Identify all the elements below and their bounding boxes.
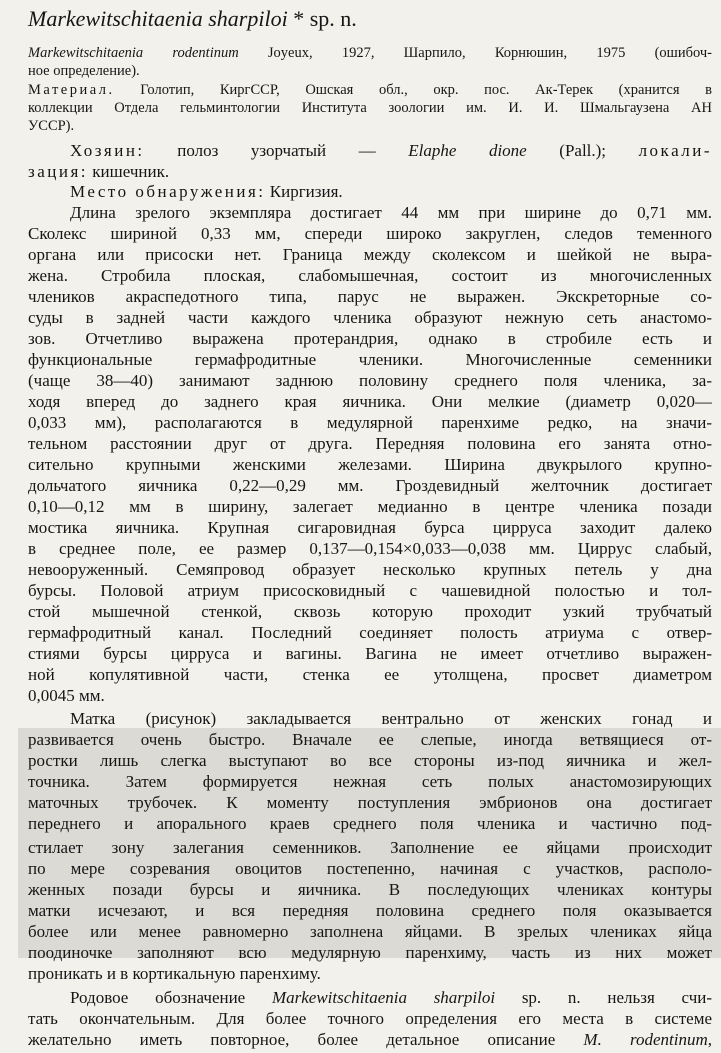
description-line: гермафродитный канал. Последний соединяет полость атриума с отвер- xyxy=(28,623,712,642)
uterus-line: более или менее равномерно заполнена яйцами. В зрелых члениках яйца xyxy=(28,922,712,941)
description-line: Сколекс шириной 0,33 мм, спереди широко закруглен, следов теменного xyxy=(28,224,712,243)
description-line: сительно крупными женскими железами. Ширина двукрылого крупно- xyxy=(28,455,712,474)
uterus-line: стилает зону залегания семенников. Заполнение ее яйцами происходит xyxy=(28,838,712,857)
remark-line-1: Родовое обозначение Markewitschitaenia sharpiloi sp. n. нельзя счи- xyxy=(70,988,712,1007)
description-line: ной копулятивной части, стенка ее утолщена, просвет диаметром xyxy=(28,665,712,684)
description-line: суды в задней части каждого членика образуют нежную сеть анастомо- xyxy=(28,308,712,327)
material-line-2: коллекции Отдела гельминтологии Института зоологии им. И. И. Шмальгаузена АН xyxy=(28,100,712,116)
description-line: Длина зрелого экземпляра достигает 44 мм при ширине до 0,71 мм. xyxy=(70,203,712,222)
synonym-line-1: Markewitschitaenia rodentinum Joyeux, 1927, Шарпило, Корнюшин, 1975 (ошибоч- xyxy=(28,45,712,61)
uterus-line: переднего и апорального краев среднего поля членика и частично под- xyxy=(28,814,712,833)
description-line: в среднее поле, ее размер 0,137—0,154×0,033—0,038 мм. Циррус слабый, xyxy=(28,539,712,558)
host-line-1: Хозяин: полоз узорчатый — Elaphe dione (Pall.); локали- xyxy=(70,141,712,160)
uterus-line: Матка (рисунок) закладывается вентрально от женских гонад и xyxy=(70,709,712,728)
description-line: 0,10—0,12 мм в ширину, залегает медианно в центре членика позади xyxy=(28,497,712,516)
locality-line: Место обнаружения: Киргизия. xyxy=(70,182,343,201)
remark-line-3: желательно иметь повторное, более детальное описание M. rodentinum, xyxy=(28,1030,712,1049)
remark-line-2: тать окончательным. Для более точного определения его места в системе xyxy=(28,1009,712,1028)
description-line: жена. Стробила плоская, слабомышечная, состоит из многочисленных xyxy=(28,266,712,285)
uterus-line: женных позади бурсы и яичника. В последующих члениках контуры xyxy=(28,880,712,899)
uterus-line: поодиночке заполняют всю медулярную паренхиму, часть из них может xyxy=(28,943,712,962)
uterus-line: развивается очень быстро. Вначале ее слепые, иногда ветвящиеся от- xyxy=(28,730,712,749)
uterus-line: матки исчезают, и вся передняя половина среднего поля оказывается xyxy=(28,901,712,920)
description-line: стой мышечной стенкой, сквозь которую проходит узкий трубчатый xyxy=(28,602,712,621)
species-suffix: * sp. n. xyxy=(287,6,357,31)
description-line: (чаще 38—40) занимают заднюю половину среднего поля членика, за- xyxy=(28,371,712,390)
description-line: ходя вперед до заднего края яичника. Они мелкие (диаметр 0,020— xyxy=(28,392,712,411)
uterus-line: ростки лишь слегка выступают во все стороны из-под яичника и жел- xyxy=(28,751,712,770)
material-line-1: Материал. Голотип, КиргССР, Ошская обл., окр. пос. Ак-Терек (хранится в xyxy=(28,82,712,98)
description-line: стиями бурсы цирруса и вагины. Вагина не имеет отчетливо выражен- xyxy=(28,644,712,663)
material-line-3: УССР). xyxy=(28,118,75,134)
description-line: органа или присоски нет. Граница между сколексом и шейкой не выра- xyxy=(28,245,712,264)
description-line: зов. Отчетливо выражена протерандрия, однако в стробиле есть и xyxy=(28,329,712,348)
description-line: дольчатого яичника 0,22—0,29 мм. Гроздевидный желточник достигает xyxy=(28,476,712,495)
description-line: тельном расстоянии друг от друга. Передняя половина его занята отно- xyxy=(28,434,712,453)
description-line: мостика яичника. Крупная сигаровидная бурса цирруса заходит далеко xyxy=(28,518,712,537)
uterus-line: маточных трубочек. К моменту поступления эмбрионов она достигает xyxy=(28,793,712,812)
uterus-line: точника. Затем формируется нежная сеть полых анастомозирующих xyxy=(28,772,712,791)
description-line: функциональные гермафродитные членики. Многочисленные семенники xyxy=(28,350,712,369)
uterus-line: проникать и в кортикальную паренхиму. xyxy=(28,964,321,983)
description-line: члеников акраспедотного типа, парус не выражен. Экскреторные со- xyxy=(28,287,712,306)
description-line: бурсы. Половой атриум присосковидный с чашевидной полостью и тол- xyxy=(28,581,712,600)
description-line: невооруженный. Семяпровод образует несколько крупных петель у дна xyxy=(28,560,712,579)
description-line: 0,033 мм), располагаются в медулярной паренхиме редко, на значи- xyxy=(28,413,712,432)
host-line-2: зация: кишечник. xyxy=(28,162,170,181)
synonym-line-2: ное определение). xyxy=(28,63,140,79)
species-title xyxy=(28,6,357,32)
description-line: 0,0045 мм. xyxy=(28,686,105,705)
uterus-line: по мере созревания овоцитов постепенно, начиная с участков, располо- xyxy=(28,859,712,878)
species-name: Markewitschitaenia sharpiloi xyxy=(28,6,288,31)
